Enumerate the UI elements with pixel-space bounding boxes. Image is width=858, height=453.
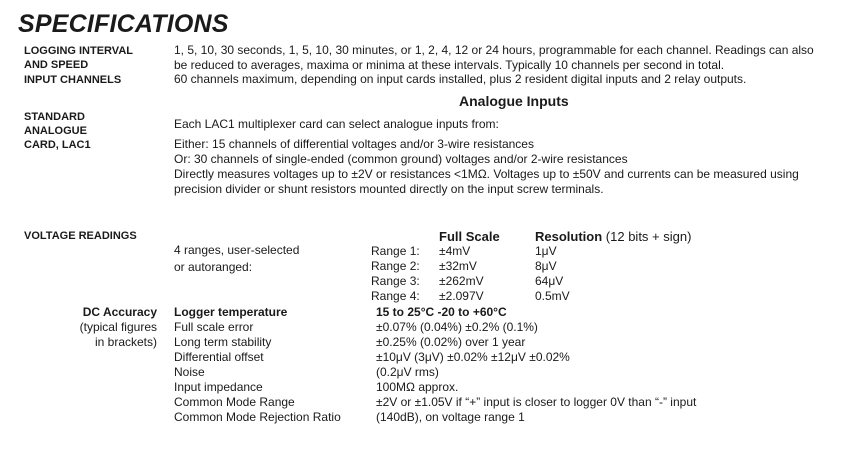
dc-accuracy-row-name: Common Mode Rejection Ratio <box>174 410 341 424</box>
analogue-direct-line2: precision divider or shunt resistors mounted directly on the input screw terminals. <box>174 182 604 196</box>
resolution-header-group <box>535 229 691 244</box>
range-full-scales <box>439 244 484 304</box>
dc-accuracy-row-name: Noise <box>174 365 205 379</box>
logging-interval-label: LOGGING INTERVAL <box>24 45 133 57</box>
full-scale-header: Full Scale <box>439 229 500 244</box>
logging-text-line2: be reduced to averages, maxima or minima at these intervals. Typically 10 channels per second in total. <box>174 58 725 72</box>
analogue-either: Either: 15 channels of differential voltages and/or 3-wire resistances <box>174 137 534 151</box>
dc-accuracy-row-value: ±0.25% (0.02%) over 1 year <box>376 335 526 349</box>
dc-accuracy-row-value: 15 to 25°C -20 to +60°C <box>376 305 507 319</box>
dc-accuracy-row-value: ±0.07% (0.04%) ±0.2% (0.1%) <box>376 320 538 334</box>
input-channels-text: 60 channels maximum, depending on input cards installed, plus 2 resident digital inputs and 2 relay outputs. <box>174 72 747 86</box>
resolution-header: Resolution <box>535 229 603 244</box>
range-name: Range 1: <box>371 244 420 258</box>
analogue-label: ANALOGUE <box>24 125 87 137</box>
analogue-direct-line1: Directly measures voltages up to ±2V or resistances <1MΩ. Voltages up to ±50V and currents can be measured using <box>174 167 799 181</box>
range-resolutions <box>535 244 570 304</box>
voltage-desc-line1: 4 ranges, user-selected <box>174 243 300 257</box>
range-resolution: 8μV <box>535 259 557 273</box>
card-lac1-label: CARD, LAC1 <box>24 139 91 151</box>
range-names <box>371 244 420 304</box>
dc-accuracy-note-line1: (typical figures <box>79 320 157 334</box>
range-resolution: 1μV <box>535 244 557 258</box>
dc-accuracy-row-name: Long term stability <box>174 335 272 349</box>
analogue-intro: Each LAC1 multiplexer card can select analogue inputs from: <box>174 117 499 131</box>
dc-accuracy-row-name: Differential offset <box>174 350 264 364</box>
range-full-scale: ±2.097V <box>439 289 484 303</box>
dc-accuracy-note-line2: in brackets) <box>94 335 157 349</box>
dc-accuracy-row-name: Common Mode Range <box>174 395 295 409</box>
dc-accuracy-row-value: (140dB), on voltage range 1 <box>376 410 525 424</box>
input-channels-label: INPUT CHANNELS <box>24 74 122 86</box>
analogue-or: Or: 30 channels of single-ended (common ground) voltages and/or 2-wire resistances <box>174 152 628 166</box>
range-name: Range 3: <box>371 274 420 288</box>
range-full-scale: ±32mV <box>439 259 477 273</box>
dc-accuracy-label: DC Accuracy <box>82 305 157 319</box>
page-title: SPECIFICATIONS <box>18 10 229 38</box>
analogue-inputs-heading: Analogue Inputs <box>459 93 569 109</box>
dc-accuracy-row-name: Logger temperature <box>174 305 288 319</box>
range-resolution: 0.5mV <box>535 289 570 303</box>
dc-accuracy-row-value: (0.2μV rms) <box>376 365 439 379</box>
dc-accuracy-row-value: ±2V or ±1.05V if “+” input is closer to logger 0V than “-” input <box>376 395 697 409</box>
logging-speed-label: AND SPEED <box>24 59 89 71</box>
dc-accuracy-names <box>174 305 341 425</box>
dc-accuracy-row-value: ±10μV (3μV) ±0.02% ±12μV ±0.02% <box>376 350 570 364</box>
range-full-scale: ±4mV <box>439 244 471 258</box>
range-name: Range 4: <box>371 289 420 303</box>
voltage-readings-label: VOLTAGE READINGS <box>24 230 137 242</box>
range-name: Range 2: <box>371 259 420 273</box>
standard-label: STANDARD <box>24 111 85 123</box>
resolution-note: (12 bits + sign) <box>605 229 692 244</box>
dc-accuracy-row-name: Full scale error <box>174 320 254 334</box>
voltage-desc-line2: or autoranged: <box>174 260 253 274</box>
logging-text-line1: 1, 5, 10, 30 seconds, 1, 5, 10, 30 minutes, or 1, 2, 4, 12 or 24 hours, programmable for each channel. Readings can also <box>174 43 814 57</box>
dc-accuracy-row-value: 100MΩ approx. <box>376 380 459 394</box>
range-full-scale: ±262mV <box>439 274 484 288</box>
dc-accuracy-row-name: Input impedance <box>174 380 263 394</box>
dc-accuracy-values <box>376 305 696 425</box>
range-resolution: 64μV <box>535 274 564 288</box>
